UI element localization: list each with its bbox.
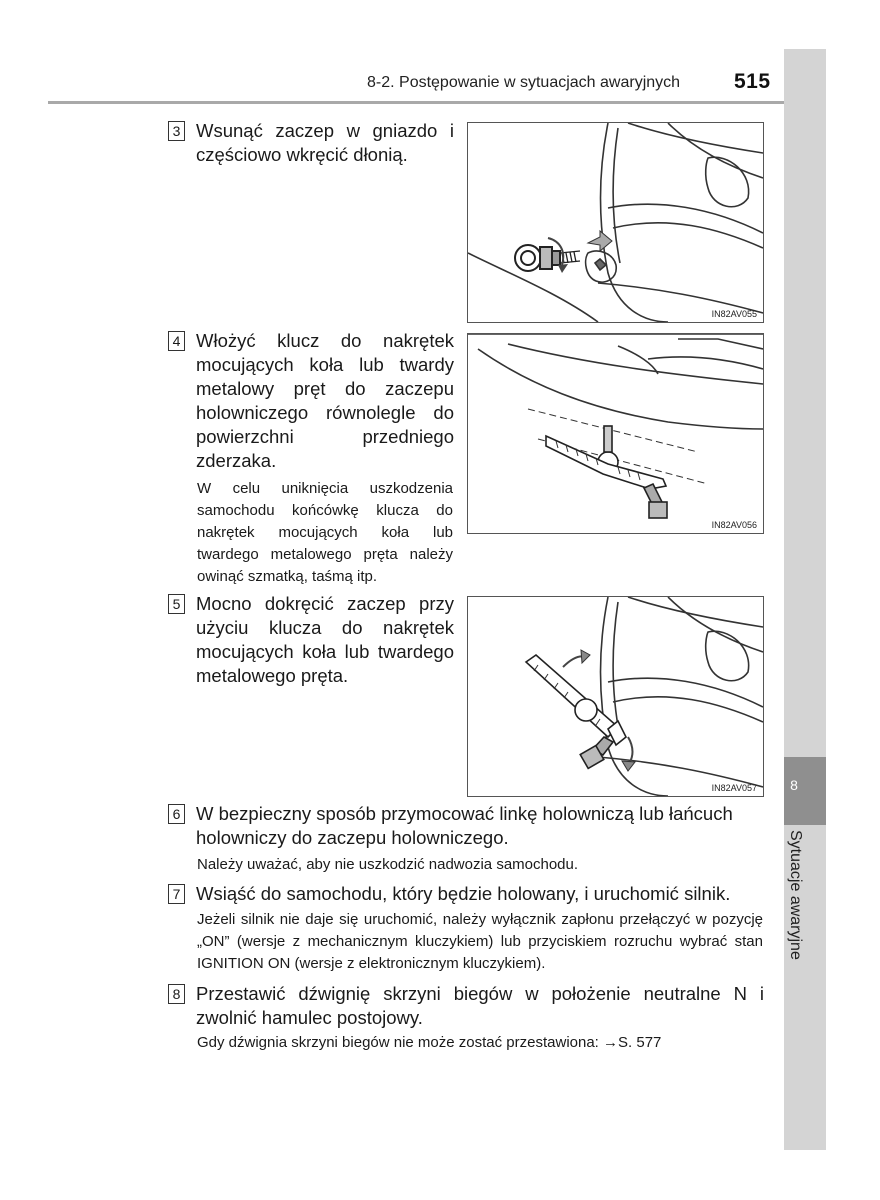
wrench-in-eye-illustration [468, 334, 763, 533]
figure-tighten-eye [467, 596, 764, 797]
figure-tow-eye-insert [467, 122, 764, 323]
step-number-3: 3 [168, 121, 185, 141]
step-4-text: Włożyć klucz do nakrętek mocujących koła lub twardy metalowy pręt do zaczepu holowniczego równolegle do powierzchni przedniego zderzaka. [196, 330, 454, 471]
step-6-text: W bezpieczny sposób przymocować linkę holowniczą lub łańcuch holowniczy do zaczepu holowniczego. [196, 803, 733, 848]
section-title: 8-2. Postępowanie w sytuacjach awaryjnych [367, 74, 681, 91]
page-number: 515 [734, 70, 771, 93]
tighten-eye-illustration [468, 597, 763, 796]
step-number-7: 7 [168, 884, 185, 904]
header-rule [48, 101, 825, 104]
step-number-4: 4 [168, 331, 185, 351]
step-7-note: Jeżeli silnik nie daje się uruchomić, należy wyłącznik zapłonu przełączyć w pozycję „ON” (wersje z mechanicznym kluczykiem) lub przyciskiem rozruchu wybrać stan IGNITION ON (wersje z elektronicznym kluczykiem). [197, 911, 763, 972]
step-number-6: 6 [168, 804, 185, 824]
step-6-note: Należy uważać, aby nie uszkodzić nadwozia samochodu. [197, 856, 579, 873]
step-8-text: Przestawić dźwignię skrzyni biegów w położenie neutralne N i zwolnić hamulec postojowy. [196, 983, 764, 1028]
figure-code: IN82AV057 [711, 783, 757, 793]
step-7-text: Wsiąść do samochodu, który będzie holowany, i uruchomić silnik. [196, 883, 731, 904]
step-3-text: Wsunąć zaczep w gniazdo i częściowo wkręcić dłonią. [196, 120, 454, 165]
chapter-label: Sytuacje awaryjne [787, 830, 804, 960]
tow-eye-insert-illustration [468, 123, 763, 322]
figure-code: IN82AV056 [711, 520, 757, 530]
chapter-side-bar [784, 49, 826, 1150]
step-4-note: W celu uniknięcia uszkodzenia samochodu końcówkę klucza do nakrętek mocujących koła lub twardego metalowego pręta należy owinąć szmatką, taśmą itp. [197, 480, 453, 585]
chapter-number: 8 [790, 777, 798, 793]
figure-code: IN82AV055 [711, 309, 757, 319]
step-8-note: Gdy dźwignia skrzyni biegów nie może zostać przestawiona: →S. 577 [197, 1034, 662, 1051]
step-number-5: 5 [168, 594, 185, 614]
step-number-8: 8 [168, 984, 185, 1004]
step-5-text: Mocno dokręcić zaczep przy użyciu klucza do nakrętek mocujących koła lub twardego metalowego pręta. [196, 593, 454, 686]
figure-wrench-in-eye [467, 333, 764, 534]
